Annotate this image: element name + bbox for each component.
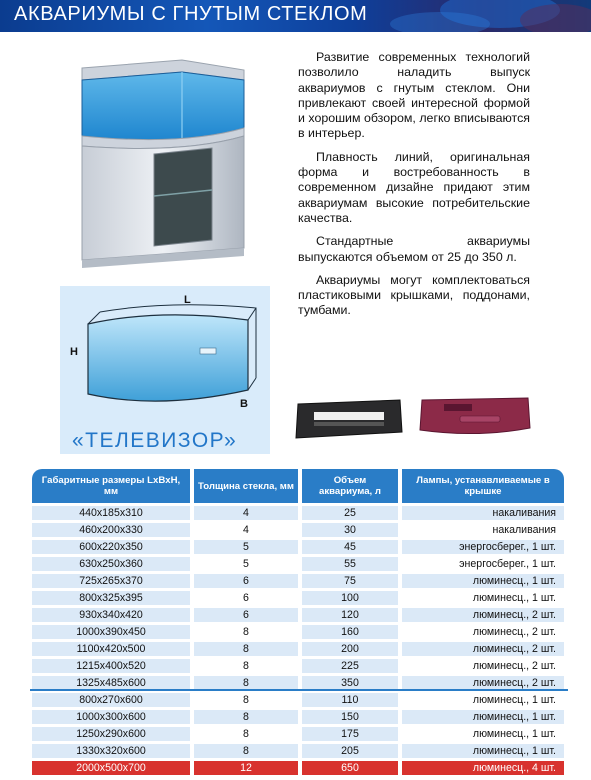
table-row	[32, 727, 564, 741]
cell-volume: 205	[302, 744, 398, 758]
cell-thickness: 8	[194, 744, 298, 758]
cell-volume: 100	[302, 591, 398, 605]
cell-thickness: 8	[194, 693, 298, 707]
cell-volume: 350	[302, 676, 398, 690]
page-title: АКВАРИУМЫ С ГНУТЫМ СТЕКЛОМ	[14, 3, 368, 25]
cell-thickness: 5	[194, 540, 298, 554]
cell-lamps: накаливания	[402, 506, 564, 520]
cell-thickness: 5	[194, 557, 298, 571]
intro-paragraph: Аквариумы могут комплектоваться пластиковыми крышками, поддонами, тумбами.	[298, 272, 530, 318]
cell-thickness: 8	[194, 642, 298, 656]
cell-dimensions: 1100х420х500	[32, 642, 190, 656]
intro-paragraph: Плавность линий, оригинальная форма и востребованность в современном дизайне придают этим аквариумам высокие потребительские качества.	[298, 149, 530, 225]
cell-volume: 120	[302, 608, 398, 622]
cell-volume: 75	[302, 574, 398, 588]
table-row	[32, 506, 564, 520]
cell-dimensions: 1215х400х520	[32, 659, 190, 673]
cell-thickness: 6	[194, 608, 298, 622]
model-name: «ТЕЛЕВИЗОР»	[72, 429, 238, 452]
table-row-highlighted	[32, 761, 564, 775]
black-lid-image	[292, 396, 406, 442]
table-row	[32, 540, 564, 554]
intro-paragraph: Развитие современных технологий позволило наладить выпуск аквариумов с гнутым стеклом. Они привлекают своей интересной формой и хорошим обзором, легко вписываются в интерьер.	[298, 50, 530, 141]
table-row	[32, 659, 564, 673]
table-row	[32, 676, 564, 690]
dimension-height-label: H	[70, 346, 78, 358]
table-row	[32, 625, 564, 639]
cell-thickness: 4	[194, 506, 298, 520]
table-row	[32, 744, 564, 758]
burgundy-lid-image	[416, 394, 534, 440]
cell-lamps: люминесц., 2 шт.	[402, 642, 564, 656]
cell-volume: 45	[302, 540, 398, 554]
cell-thickness: 8	[194, 659, 298, 673]
cell-lamps: энергосберег., 1 шт.	[402, 540, 564, 554]
table-row	[32, 523, 564, 537]
cell-thickness: 8	[194, 676, 298, 690]
cell-thickness: 6	[194, 574, 298, 588]
dimension-length-label: L	[184, 294, 191, 306]
dimension-width-label: B	[240, 398, 248, 410]
header-lamps: Лампы, устанавливаемые в крышке	[402, 469, 564, 503]
table-row	[32, 557, 564, 571]
cell-dimensions: 1330х320х600	[32, 744, 190, 758]
cell-lamps: люминесц., 2 шт.	[402, 608, 564, 622]
cell-thickness: 8	[194, 727, 298, 741]
cell-dimensions: 1325х485х600	[32, 676, 190, 690]
cell-dimensions: 600х220х350	[32, 540, 190, 554]
table-row	[32, 693, 564, 707]
intro-paragraph: Стандартные аквариумы выпускаются объемом от 25 до 350 л.	[298, 234, 530, 264]
cell-thickness: 12	[194, 761, 298, 775]
cell-volume: 650	[302, 761, 398, 775]
cell-lamps: энергосберег., 1 шт.	[402, 557, 564, 571]
table-row	[32, 642, 564, 656]
cell-volume: 110	[302, 693, 398, 707]
cell-dimensions: 460х200х330	[32, 523, 190, 537]
cell-volume: 225	[302, 659, 398, 673]
header-banner	[0, 0, 591, 32]
cell-dimensions: 800х325х395	[32, 591, 190, 605]
cell-dimensions: 725х265х370	[32, 574, 190, 588]
cell-volume: 200	[302, 642, 398, 656]
header-glass-thickness: Толщина стекла, мм	[194, 469, 298, 503]
cell-dimensions: 2000х500х700	[32, 761, 190, 775]
table-group-separator	[30, 689, 568, 691]
intro-text	[298, 50, 530, 327]
cell-lamps: люминесц., 2 шт.	[402, 676, 564, 690]
specs-table	[28, 466, 568, 778]
cell-dimensions: 440х185х310	[32, 506, 190, 520]
cell-thickness: 6	[194, 591, 298, 605]
cell-lamps: люминесц., 4 шт.	[402, 761, 564, 775]
cell-lamps: люминесц., 1 шт.	[402, 744, 564, 758]
cell-dimensions: 630х250х360	[32, 557, 190, 571]
table-header-row	[32, 469, 564, 503]
cell-dimensions: 1000х390х450	[32, 625, 190, 639]
table-row	[32, 710, 564, 724]
cell-dimensions: 800х270х600	[32, 693, 190, 707]
table-row	[32, 574, 564, 588]
table-row	[32, 608, 564, 622]
cell-lamps: люминесц., 1 шт.	[402, 574, 564, 588]
cell-volume: 175	[302, 727, 398, 741]
cell-dimensions: 1250х290х600	[32, 727, 190, 741]
cell-lamps: накаливания	[402, 523, 564, 537]
cell-volume: 55	[302, 557, 398, 571]
header-volume: Объем аквариума, л	[302, 469, 398, 503]
cell-lamps: люминесц., 1 шт.	[402, 693, 564, 707]
cell-volume: 25	[302, 506, 398, 520]
header-dimensions: Габаритные размеры LxBxH, мм	[32, 469, 190, 503]
cell-lamps: люминесц., 2 шт.	[402, 659, 564, 673]
cell-thickness: 8	[194, 710, 298, 724]
cell-volume: 160	[302, 625, 398, 639]
cell-dimensions: 1000х300х600	[32, 710, 190, 724]
cell-volume: 30	[302, 523, 398, 537]
table-row	[32, 591, 564, 605]
cell-dimensions: 930х340х420	[32, 608, 190, 622]
cell-lamps: люминесц., 1 шт.	[402, 710, 564, 724]
cell-lamps: люминесц., 2 шт.	[402, 625, 564, 639]
cell-lamps: люминесц., 1 шт.	[402, 591, 564, 605]
cell-volume: 150	[302, 710, 398, 724]
cell-thickness: 4	[194, 523, 298, 537]
cell-lamps: люминесц., 1 шт.	[402, 727, 564, 741]
cell-thickness: 8	[194, 625, 298, 639]
aquarium-cabinet-photo	[72, 50, 252, 280]
